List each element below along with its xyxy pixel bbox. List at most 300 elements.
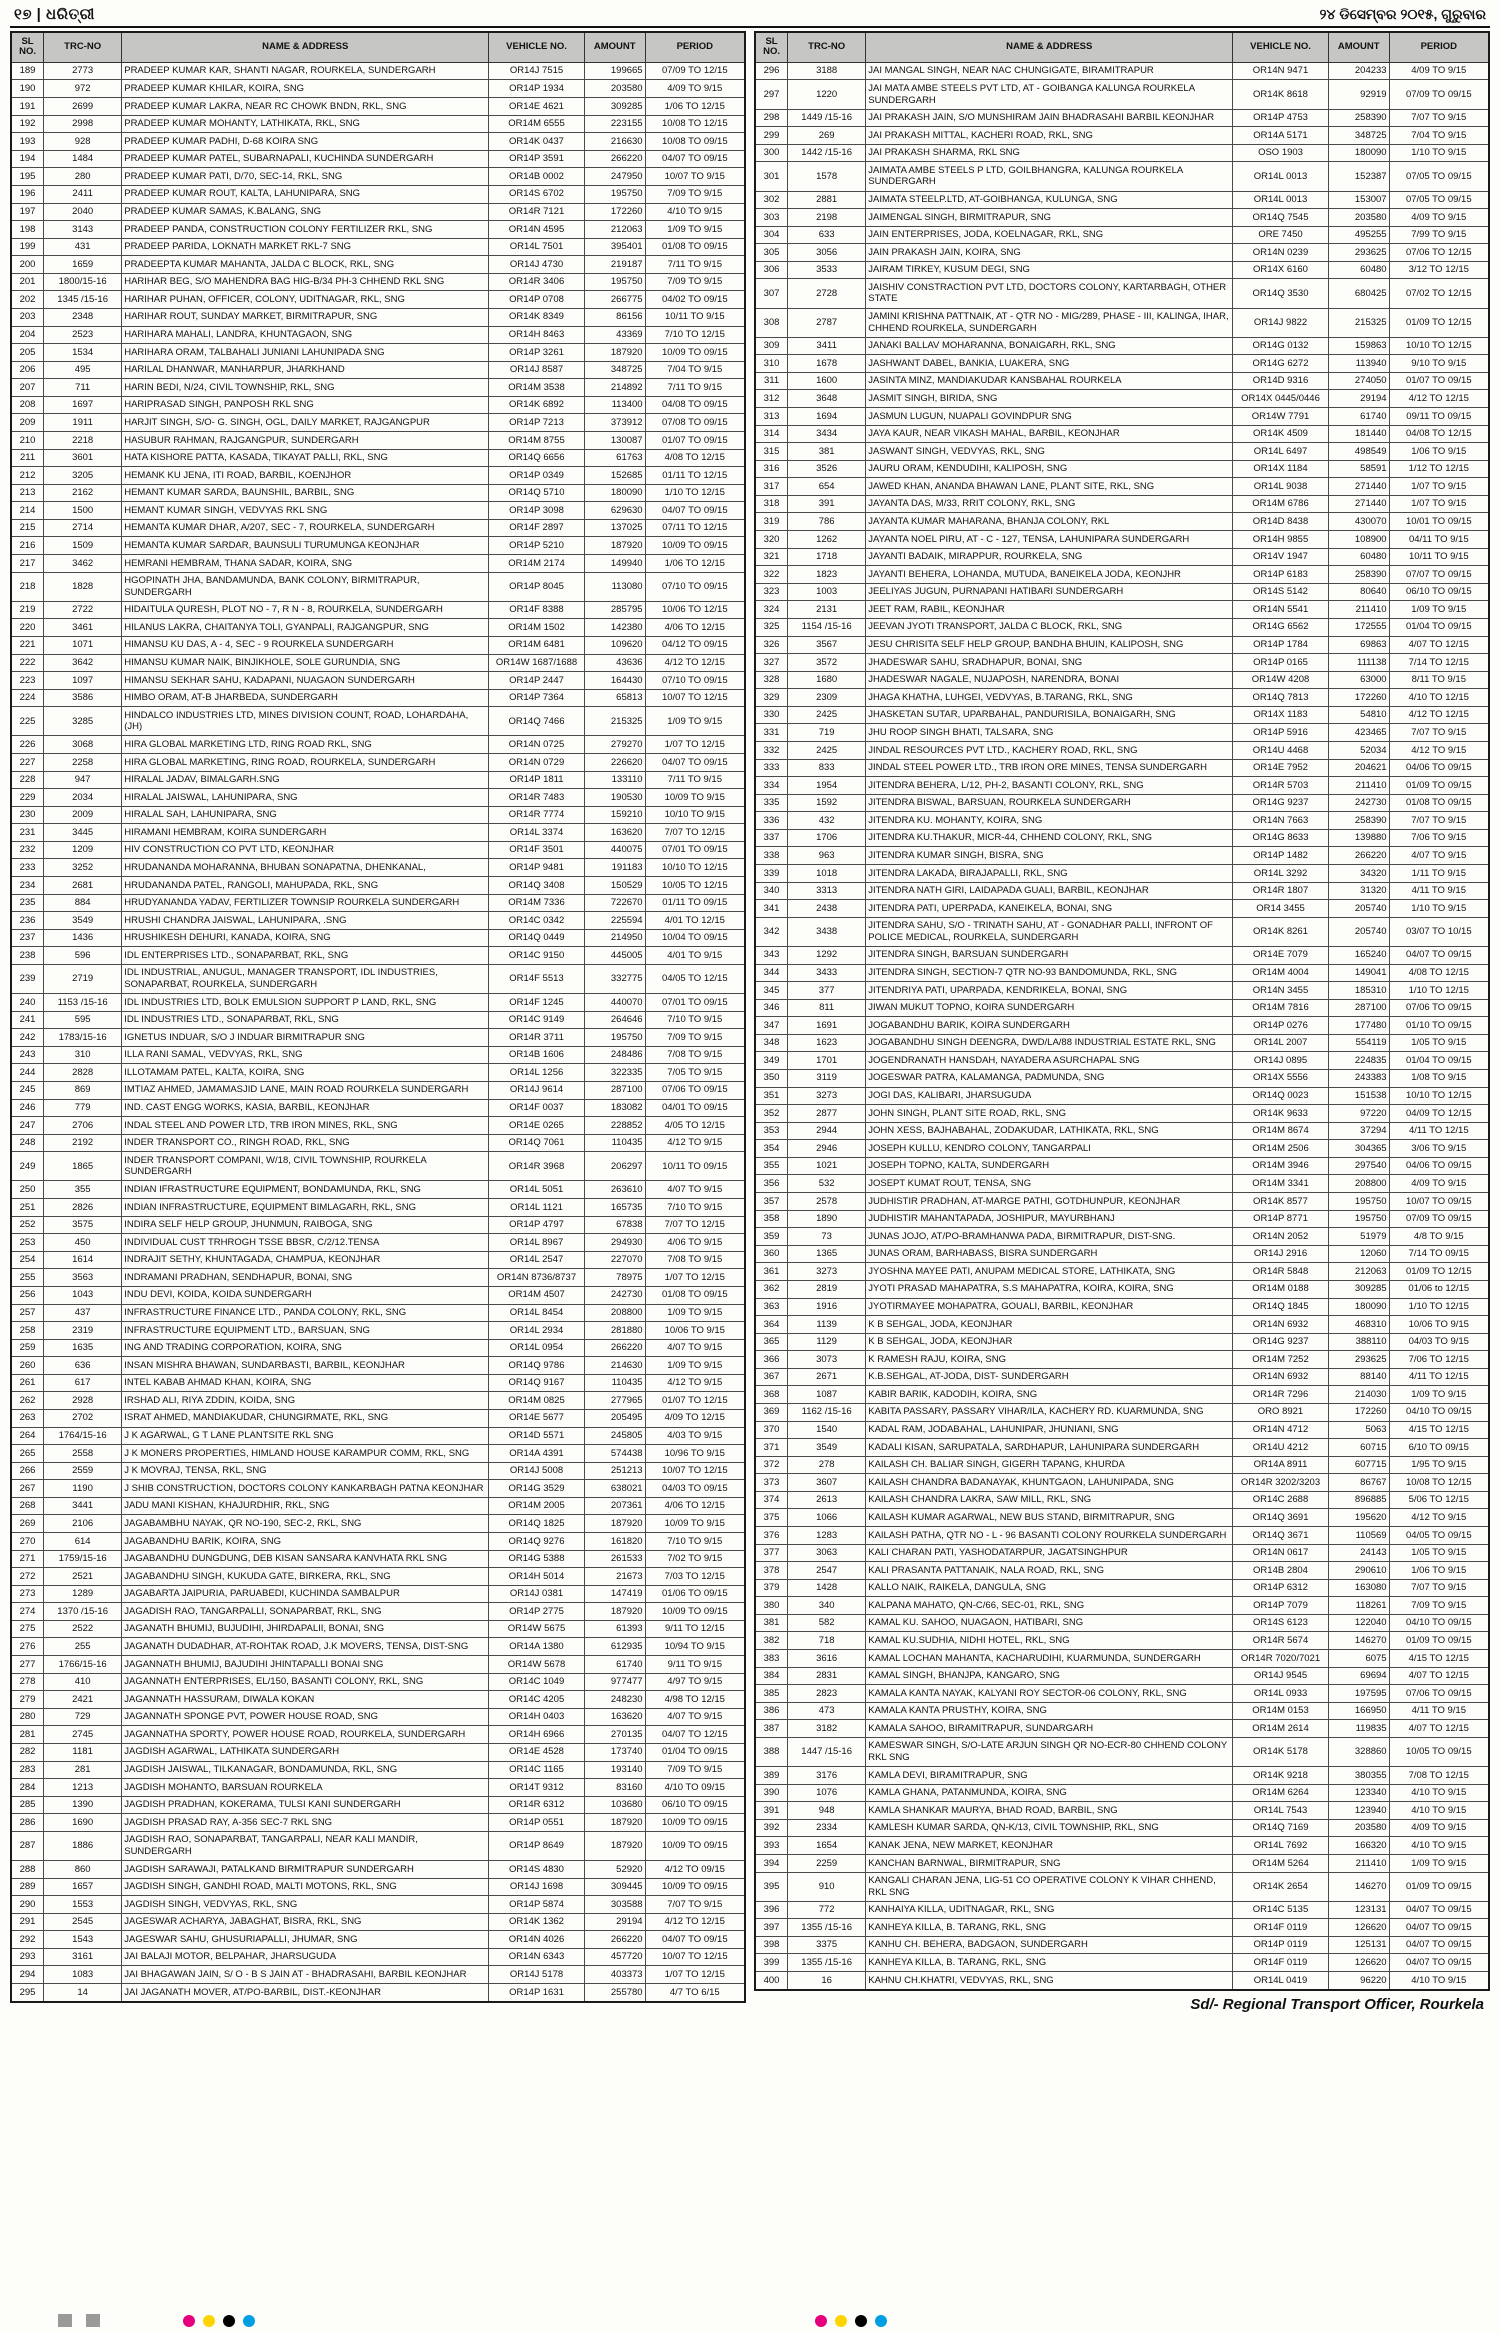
trc-no-cell: 3445 xyxy=(44,824,122,842)
table-row xyxy=(755,1819,1489,1837)
vehicle-no-cell: OR14R 5703 xyxy=(1233,777,1329,795)
table-row xyxy=(11,80,745,98)
table-row xyxy=(11,736,745,754)
period-cell: 4/07 TO 9/15 xyxy=(1389,847,1489,865)
period-cell: 10/10 TO 12/15 xyxy=(645,859,745,877)
table-row xyxy=(755,946,1489,964)
trc-no-cell: 377 xyxy=(788,982,866,1000)
amount-cell: 199665 xyxy=(584,62,645,80)
period-cell: 4/07 TO 12/15 xyxy=(1389,1667,1489,1685)
table-row xyxy=(11,1550,745,1568)
trc-no-cell: 3252 xyxy=(44,859,122,877)
sl-no-cell: 290 xyxy=(11,1896,44,1914)
vehicle-no-cell: OR14G 8633 xyxy=(1233,829,1329,847)
name-address-cell: JOHN XESS, BAJHABAHAL, ZODAKUDAR, LATHIKATA, RKL, SNG xyxy=(866,1122,1233,1140)
trc-no-cell: 1162 /15-16 xyxy=(788,1403,866,1421)
amount-cell: 133110 xyxy=(584,771,645,789)
period-cell: 7/07 TO 12/15 xyxy=(645,824,745,842)
vehicle-no-cell: OR14M 8674 xyxy=(1233,1122,1329,1140)
sl-no-cell: 215 xyxy=(11,519,44,537)
name-address-cell: JAWED KHAN, ANANDA BHAWAN LANE, PLANT SITE, RKL, SNG xyxy=(866,478,1233,496)
table-row xyxy=(11,1533,745,1551)
table-row xyxy=(11,1216,745,1234)
table-row xyxy=(755,513,1489,531)
period-cell: 04/03 TO 09/15 xyxy=(645,1480,745,1498)
name-address-cell: KAMLESH KUMAR SARDA, QN-K/13, CIVIL TOWNSHIP, RKL, SNG xyxy=(866,1819,1233,1837)
period-cell: 07/09 TO 09/15 xyxy=(1389,1210,1489,1228)
trc-no-cell: 1447 /15-16 xyxy=(788,1737,866,1766)
vehicle-no-cell: OR14P 0276 xyxy=(1233,1017,1329,1035)
sl-no-cell: 383 xyxy=(755,1650,788,1668)
sl-no-cell: 273 xyxy=(11,1585,44,1603)
amount-cell: 309445 xyxy=(584,1878,645,1896)
amount-cell: 270135 xyxy=(584,1726,645,1744)
amount-cell: 445005 xyxy=(584,947,645,965)
sl-no-cell: 264 xyxy=(11,1427,44,1445)
trc-no-cell: 3616 xyxy=(788,1650,866,1668)
trc-no-cell: 3526 xyxy=(788,460,866,478)
period-cell: 01/06 to 12/15 xyxy=(1389,1280,1489,1298)
amount-cell: 187920 xyxy=(584,537,645,555)
sl-no-cell: 312 xyxy=(755,390,788,408)
trc-no-cell: 1289 xyxy=(44,1585,122,1603)
amount-cell: 214892 xyxy=(584,379,645,397)
amount-cell: 161820 xyxy=(584,1533,645,1551)
sl-no-cell: 200 xyxy=(11,256,44,274)
sl-no-cell: 191 xyxy=(11,98,44,116)
trc-no-cell: 3273 xyxy=(788,1263,866,1281)
amount-cell: 287100 xyxy=(1328,999,1389,1017)
col-header-period: PERIOD xyxy=(645,32,745,62)
table-row xyxy=(755,601,1489,619)
period-cell: 5/06 TO 12/15 xyxy=(1389,1491,1489,1509)
period-cell: 1/09 TO 9/15 xyxy=(1389,601,1489,619)
name-address-cell: JASINTA MINZ, MANDIAKUDAR KANSBAHAL ROURKELA xyxy=(866,372,1233,390)
period-cell: 01/07 TO 12/15 xyxy=(645,1392,745,1410)
period-cell: 1/12 TO 12/15 xyxy=(1389,460,1489,478)
name-address-cell: KANHEYA KILLA, B. TARANG, RKL, SNG xyxy=(866,1919,1233,1937)
table-row xyxy=(755,671,1489,689)
name-address-cell: HARIN BEDI, N/24, CIVIL TOWNSHIP, RKL, SNG xyxy=(122,379,489,397)
table-row xyxy=(11,62,745,80)
vehicle-no-cell: OR14G 9237 xyxy=(1233,1333,1329,1351)
vehicle-no-cell: OR14R 7774 xyxy=(489,806,585,824)
period-cell: 4/07 TO 9/15 xyxy=(645,1181,745,1199)
amount-cell: 403373 xyxy=(584,1966,645,1984)
amount-cell: 281880 xyxy=(584,1322,645,1340)
period-cell: 6/10 TO 09/15 xyxy=(1389,1439,1489,1457)
vehicle-no-cell: OR14K 8618 xyxy=(1233,80,1329,109)
trc-no-cell: 1129 xyxy=(788,1333,866,1351)
trc-no-cell: 1345 /15-16 xyxy=(44,291,122,309)
sl-no-cell: 367 xyxy=(755,1368,788,1386)
trc-no-cell: 14 xyxy=(44,1984,122,2002)
name-address-cell: KAILASH KUMAR AGARWAL, NEW BUS STAND, BIRMITRAPUR, SNG xyxy=(866,1509,1233,1527)
name-address-cell: HIMANSU KUMAR NAIK, BINJIKHOLE, SOLE GURUNDIA, SNG xyxy=(122,654,489,672)
sl-no-cell: 396 xyxy=(755,1901,788,1919)
period-cell: 7/09 TO 9/15 xyxy=(645,1761,745,1779)
vehicle-no-cell: OR14J 5178 xyxy=(489,1966,585,1984)
period-cell: 7/02 TO 9/15 xyxy=(645,1550,745,1568)
vehicle-no-cell: OR14P 7079 xyxy=(1233,1597,1329,1615)
amount-cell: 109620 xyxy=(584,636,645,654)
trc-no-cell: 2613 xyxy=(788,1491,866,1509)
period-cell: 07/06 TO 09/15 xyxy=(1389,1685,1489,1703)
sl-no-cell: 268 xyxy=(11,1497,44,1515)
name-address-cell: JAISHIV CONSTRACTION PVT LTD, DOCTORS COLONY, KARTARBAGH, OTHER STATE xyxy=(866,279,1233,308)
table-row xyxy=(755,1421,1489,1439)
name-address-cell: JAGANNATHA SPORTY, POWER HOUSE ROAD, ROURKELA, SUNDERGARH xyxy=(122,1726,489,1744)
period-cell: 10/07 TO 12/15 xyxy=(645,1948,745,1966)
trc-no-cell: 1442 /15-16 xyxy=(788,144,866,162)
period-cell: 7/99 TO 9/15 xyxy=(1389,226,1489,244)
sl-no-cell: 379 xyxy=(755,1579,788,1597)
period-cell: 1/95 TO 9/15 xyxy=(1389,1456,1489,1474)
trc-no-cell: 2928 xyxy=(44,1392,122,1410)
sl-no-cell: 274 xyxy=(11,1603,44,1621)
amount-cell: 309285 xyxy=(1328,1280,1389,1298)
vehicle-no-cell: OR14A 1380 xyxy=(489,1638,585,1656)
sl-no-cell: 269 xyxy=(11,1515,44,1533)
vehicle-no-cell: OR14N 0729 xyxy=(489,754,585,772)
name-address-cell: KABITA PASSARY, PASSARY VIHAR/ILA, KACHERY RD. KUARMUNDA, SNG xyxy=(866,1403,1233,1421)
table-row xyxy=(755,1802,1489,1820)
period-cell: 04/05 TO 12/15 xyxy=(645,964,745,993)
table-row xyxy=(755,408,1489,426)
table-row xyxy=(11,1984,745,2002)
trc-no-cell: 1153 /15-16 xyxy=(44,994,122,1012)
period-cell: 4/12 TO 9/15 xyxy=(645,1134,745,1152)
table-row xyxy=(755,1245,1489,1263)
amount-cell: 258390 xyxy=(1328,109,1389,127)
sl-no-cell: 275 xyxy=(11,1620,44,1638)
name-address-cell: JAIN PRAKASH JAIN, KOIRA, SNG xyxy=(866,244,1233,262)
period-cell: 7/09 TO 9/15 xyxy=(645,273,745,291)
amount-cell: 294930 xyxy=(584,1234,645,1252)
table-row xyxy=(11,1099,745,1117)
period-cell: 1/10 TO 12/15 xyxy=(645,484,745,502)
name-address-cell: J K MOVRAJ, TENSA, RKL, SNG xyxy=(122,1462,489,1480)
amount-cell: 193140 xyxy=(584,1761,645,1779)
table-row xyxy=(755,794,1489,812)
period-cell: 04/12 TO 09/15 xyxy=(645,636,745,654)
name-address-cell: KAMAL KU.SUDHIA, NIDHI HOTEL, RKL, SNG xyxy=(866,1632,1233,1650)
trc-no-cell: 2828 xyxy=(44,1064,122,1082)
vehicle-no-cell: OR14L 0419 xyxy=(1233,1972,1329,1990)
period-cell: 1/09 TO 9/15 xyxy=(645,221,745,239)
trc-no-cell: 2881 xyxy=(788,191,866,209)
sl-no-cell: 307 xyxy=(755,279,788,308)
vehicle-no-cell: OR14M 6555 xyxy=(489,115,585,133)
amount-cell: 495255 xyxy=(1328,226,1389,244)
sl-no-cell: 195 xyxy=(11,168,44,186)
period-cell: 10/09 TO 9/15 xyxy=(645,1515,745,1533)
trc-no-cell: 2521 xyxy=(44,1568,122,1586)
amount-cell: 204233 xyxy=(1328,62,1389,80)
trc-no-cell: 1436 xyxy=(44,929,122,947)
trc-no-cell: 495 xyxy=(44,361,122,379)
name-address-cell: JYOSHNA MAYEE PATI, ANUPAM MEDICAL STORE, LATHIKATA, SNG xyxy=(866,1263,1233,1281)
amount-cell: 113400 xyxy=(584,396,645,414)
trc-no-cell: 1800/15-16 xyxy=(44,273,122,291)
name-address-cell: IDL INDUSTRIES LTD., SONAPARBAT, RKL, SNG xyxy=(122,1011,489,1029)
vehicle-no-cell: OR14Q 0023 xyxy=(1233,1087,1329,1105)
period-cell: 04/07 TO 12/15 xyxy=(645,1726,745,1744)
table-row xyxy=(11,1673,745,1691)
table-row xyxy=(11,1392,745,1410)
period-cell: 01/08 TO 09/15 xyxy=(645,1286,745,1304)
table-row xyxy=(755,1901,1489,1919)
period-cell: 4/15 TO 12/15 xyxy=(1389,1650,1489,1668)
name-address-cell: JAGDISH SINGH, VEDVYAS, RKL, SNG xyxy=(122,1896,489,1914)
name-address-cell: KAILASH CHANDRA BADANAYAK, KHUNTGAON, LAHUNIPADA, SNG xyxy=(866,1474,1233,1492)
period-cell: 07/08 TO 09/15 xyxy=(645,414,745,432)
vehicle-no-cell: OR14F 0119 xyxy=(1233,1919,1329,1937)
trc-no-cell: 1213 xyxy=(44,1779,122,1797)
table-row xyxy=(755,478,1489,496)
amount-cell: 139880 xyxy=(1328,829,1389,847)
amount-cell: 150529 xyxy=(584,877,645,895)
vehicle-no-cell: OR14R 7020/7021 xyxy=(1233,1650,1329,1668)
table-row xyxy=(11,689,745,707)
name-address-cell: JAYANTA KUMAR MAHARANA, BHANJA COLONY, RKL xyxy=(866,513,1233,531)
sl-no-cell: 225 xyxy=(11,707,44,736)
trc-no-cell: 860 xyxy=(44,1861,122,1879)
amount-cell: 142380 xyxy=(584,619,645,637)
table-row xyxy=(11,1304,745,1322)
period-cell: 1/10 TO 9/15 xyxy=(1389,900,1489,918)
trc-no-cell: 255 xyxy=(44,1638,122,1656)
vehicle-no-cell: OR14K 9218 xyxy=(1233,1767,1329,1785)
sl-no-cell: 283 xyxy=(11,1761,44,1779)
period-cell: 7/05 TO 9/15 xyxy=(645,1064,745,1082)
table-row xyxy=(11,1480,745,1498)
amount-cell: 203580 xyxy=(1328,1819,1389,1837)
amount-cell: 638021 xyxy=(584,1480,645,1498)
period-cell: 1/09 TO 9/15 xyxy=(1389,1855,1489,1873)
amount-cell: 214030 xyxy=(1328,1386,1389,1404)
name-address-cell: JINDAL RESOURCES PVT LTD., KACHERY ROAD, RKL, SNG xyxy=(866,742,1233,760)
period-cell: 7/06 TO 9/15 xyxy=(1389,829,1489,847)
trc-no-cell: 786 xyxy=(788,513,866,531)
sl-no-cell: 277 xyxy=(11,1656,44,1674)
table-row xyxy=(11,1931,745,1949)
sl-no-cell: 189 xyxy=(11,62,44,80)
name-address-cell: K B SEHGAL, JODA, KEONJHAR xyxy=(866,1316,1233,1334)
amount-cell: 309285 xyxy=(584,98,645,116)
sl-no-cell: 297 xyxy=(755,80,788,109)
amount-cell: 212063 xyxy=(1328,1263,1389,1281)
vehicle-no-cell: OR14B 0002 xyxy=(489,168,585,186)
name-address-cell: PRADEEP KUMAR PATI, D/70, SEC-14, RKL, SNG xyxy=(122,168,489,186)
trc-no-cell: 355 xyxy=(44,1181,122,1199)
vehicle-no-cell: OR14A 5171 xyxy=(1233,127,1329,145)
vehicle-no-cell: OR14D 9316 xyxy=(1233,372,1329,390)
name-address-cell: J K AGARWAL, G T LANE PLANTSITE RKL SNG xyxy=(122,1427,489,1445)
sl-no-cell: 235 xyxy=(11,894,44,912)
table-row xyxy=(11,1134,745,1152)
trc-no-cell: 1828 xyxy=(44,572,122,601)
amount-cell: 247950 xyxy=(584,168,645,186)
amount-cell: 266220 xyxy=(584,150,645,168)
name-address-cell: ILLOTAMAM PATEL, KALTA, KOIRA, SNG xyxy=(122,1064,489,1082)
amount-cell: 223155 xyxy=(584,115,645,133)
col-header-name-address: NAME & ADDRESS xyxy=(866,32,1233,62)
sl-no-cell: 313 xyxy=(755,408,788,426)
amount-cell: 54810 xyxy=(1328,706,1389,724)
vehicle-no-cell: OR14N 2052 xyxy=(1233,1228,1329,1246)
vehicle-no-cell: OR14M 0825 xyxy=(489,1392,585,1410)
amount-cell: 6075 xyxy=(1328,1650,1389,1668)
sl-no-cell: 209 xyxy=(11,414,44,432)
amount-cell: 279270 xyxy=(584,736,645,754)
period-cell: 07/06 TO 12/15 xyxy=(1389,244,1489,262)
vehicle-no-cell: OR14W 5675 xyxy=(489,1620,585,1638)
vehicle-no-cell: OR14M 5264 xyxy=(1233,1855,1329,1873)
amount-cell: 166320 xyxy=(1328,1837,1389,1855)
trc-no-cell: 2522 xyxy=(44,1620,122,1638)
name-address-cell: JASHWANT DABEL, BANKIA, LUAKERA, SNG xyxy=(866,355,1233,373)
sl-no-cell: 234 xyxy=(11,877,44,895)
sl-no-cell: 316 xyxy=(755,460,788,478)
amount-cell: 208800 xyxy=(1328,1175,1389,1193)
amount-cell: 164430 xyxy=(584,672,645,690)
vehicle-no-cell: OR14G 6272 xyxy=(1233,355,1329,373)
trc-no-cell: 1076 xyxy=(788,1784,866,1802)
name-address-cell: JOGENDRANATH HANSDAH, NAYADERA ASURCHAPAL SNG xyxy=(866,1052,1233,1070)
vehicle-no-cell: OR14K 8577 xyxy=(1233,1193,1329,1211)
period-cell: 4/07 TO 9/15 xyxy=(645,1339,745,1357)
table-row xyxy=(755,1579,1489,1597)
period-cell: 1/06 TO 9/15 xyxy=(1389,443,1489,461)
trc-no-cell: 410 xyxy=(44,1673,122,1691)
trc-no-cell: 1654 xyxy=(788,1837,866,1855)
table-row xyxy=(11,502,745,520)
name-address-cell: HIMBO ORAM, AT-B JHARBEDA, SUNDERGARH xyxy=(122,689,489,707)
table-row xyxy=(755,1456,1489,1474)
period-cell: 1/11 TO 9/15 xyxy=(1389,865,1489,883)
defaulters-table-left xyxy=(10,31,746,2003)
name-address-cell: IGNETUS INDUAR, S/O J INDUAR BIRMITRAPUR SNG xyxy=(122,1029,489,1047)
trc-no-cell: 1262 xyxy=(788,531,866,549)
vehicle-no-cell: OR14L 0933 xyxy=(1233,1685,1329,1703)
table-row xyxy=(755,1105,1489,1123)
table-row xyxy=(755,495,1489,513)
table-row xyxy=(11,1831,745,1860)
trc-no-cell: 1766/15-16 xyxy=(44,1656,122,1674)
name-address-cell: HRUDANANDA PATEL, RANGOLI, MAHUPADA, RKL, SNG xyxy=(122,877,489,895)
table-row xyxy=(11,1796,745,1814)
period-cell: 1/09 TO 9/15 xyxy=(645,707,745,736)
period-cell: 7/10 TO 9/15 xyxy=(645,1533,745,1551)
name-address-cell: PRADEEP KUMAR LAKRA, NEAR RC CHOWK BNDN, RKL, SNG xyxy=(122,98,489,116)
trc-no-cell: 910 xyxy=(788,1872,866,1901)
name-address-cell: KALLO NAIK, RAIKELA, DANGULA, SNG xyxy=(866,1579,1233,1597)
sl-no-cell: 213 xyxy=(11,484,44,502)
sl-no-cell: 298 xyxy=(755,109,788,127)
amount-cell: 110569 xyxy=(1328,1527,1389,1545)
period-cell: 4/12 TO 09/15 xyxy=(645,1861,745,1879)
table-row xyxy=(755,191,1489,209)
period-cell: 7/14 TO 09/15 xyxy=(1389,1245,1489,1263)
vehicle-no-cell: OR14J 9545 xyxy=(1233,1667,1329,1685)
sl-no-cell: 368 xyxy=(755,1386,788,1404)
period-cell: 04/10 TO 09/15 xyxy=(1389,1403,1489,1421)
amount-cell: 208800 xyxy=(584,1304,645,1322)
name-address-cell: IMTIAZ AHMED, JAMAMASJID LANE, MAIN ROAD ROURKELA SUNDERGARH xyxy=(122,1081,489,1099)
table-row xyxy=(755,1157,1489,1175)
name-address-cell: JAI BHAGAWAN JAIN, S/ O - B S JAIN AT - BHADRASAHI, BARBIL KEONJHAR xyxy=(122,1966,489,1984)
amount-cell: 190530 xyxy=(584,789,645,807)
col-header-name-address: NAME & ADDRESS xyxy=(122,32,489,62)
period-cell: 4/12 TO 12/15 xyxy=(645,1913,745,1931)
trc-no-cell: 3375 xyxy=(788,1936,866,1954)
amount-cell: 61740 xyxy=(584,1656,645,1674)
name-address-cell: JHADESWAR NAGALE, NUJAPOSH, NARENDRA, BONAI xyxy=(866,671,1233,689)
table-row xyxy=(755,1737,1489,1766)
amount-cell: 266220 xyxy=(584,1931,645,1949)
vehicle-no-cell: OR14X 6160 xyxy=(1233,261,1329,279)
gray-registration-squares xyxy=(58,2314,100,2327)
trc-no-cell: 2131 xyxy=(788,601,866,619)
sl-no-cell: 194 xyxy=(11,150,44,168)
name-address-cell: JYOTI PRASAD MAHAPATRA, S.S MAHAPATRA, KOIRA, KOIRA, SNG xyxy=(866,1280,1233,1298)
col-header-trc-no: TRC-NO xyxy=(788,32,866,62)
table-row xyxy=(11,619,745,637)
table-row xyxy=(11,672,745,690)
amount-cell: 195620 xyxy=(1328,1509,1389,1527)
trc-no-cell: 1691 xyxy=(788,1017,866,1035)
sl-no-cell: 320 xyxy=(755,531,788,549)
vehicle-no-cell: OR14R 7296 xyxy=(1233,1386,1329,1404)
name-address-cell: JAGABANDHU SINGH, KUKUDA GATE, BIRKERA, RKL, SNG xyxy=(122,1568,489,1586)
vehicle-no-cell: OR14E 5677 xyxy=(489,1409,585,1427)
table-row xyxy=(11,1691,745,1709)
name-address-cell: JAGANNATH BHUMIJ, BAJUDIHI JHINTAPALLI BONAI SNG xyxy=(122,1656,489,1674)
trc-no-cell: 2192 xyxy=(44,1134,122,1152)
sl-no-cell: 329 xyxy=(755,689,788,707)
sl-no-cell: 216 xyxy=(11,537,44,555)
sl-no-cell: 360 xyxy=(755,1245,788,1263)
period-cell: 07/09 TO 09/15 xyxy=(1389,80,1489,109)
table-row xyxy=(755,882,1489,900)
period-cell: 04/07 TO 09/15 xyxy=(645,150,745,168)
sl-no-cell: 304 xyxy=(755,226,788,244)
period-cell: 01/08 TO 09/15 xyxy=(1389,794,1489,812)
table-row xyxy=(755,531,1489,549)
table-row xyxy=(755,654,1489,672)
vehicle-no-cell: OR14M 0153 xyxy=(1233,1702,1329,1720)
sl-no-cell: 302 xyxy=(755,191,788,209)
sl-no-cell: 380 xyxy=(755,1597,788,1615)
sl-no-cell: 337 xyxy=(755,829,788,847)
period-cell: 7/04 TO 9/15 xyxy=(1389,127,1489,145)
sl-no-cell: 375 xyxy=(755,1509,788,1527)
vehicle-no-cell: OR14J 9614 xyxy=(489,1081,585,1099)
table-row xyxy=(755,1034,1489,1052)
period-cell: 4/12 TO 12/15 xyxy=(645,654,745,672)
name-address-cell: JOGESWAR PATRA, KALAMANGA, PADMUNDA, SNG xyxy=(866,1069,1233,1087)
period-cell: 04/10 TO 09/15 xyxy=(1389,1614,1489,1632)
period-cell: 10/11 TO 9/15 xyxy=(1389,548,1489,566)
amount-cell: 60715 xyxy=(1328,1439,1389,1457)
vehicle-no-cell: OR14D 8438 xyxy=(1233,513,1329,531)
period-cell: 4/11 TO 12/15 xyxy=(1389,1368,1489,1386)
trc-no-cell: 3273 xyxy=(788,1087,866,1105)
sl-no-cell: 346 xyxy=(755,999,788,1017)
table-row xyxy=(755,1855,1489,1873)
period-cell: 01/06 TO 09/15 xyxy=(645,1585,745,1603)
